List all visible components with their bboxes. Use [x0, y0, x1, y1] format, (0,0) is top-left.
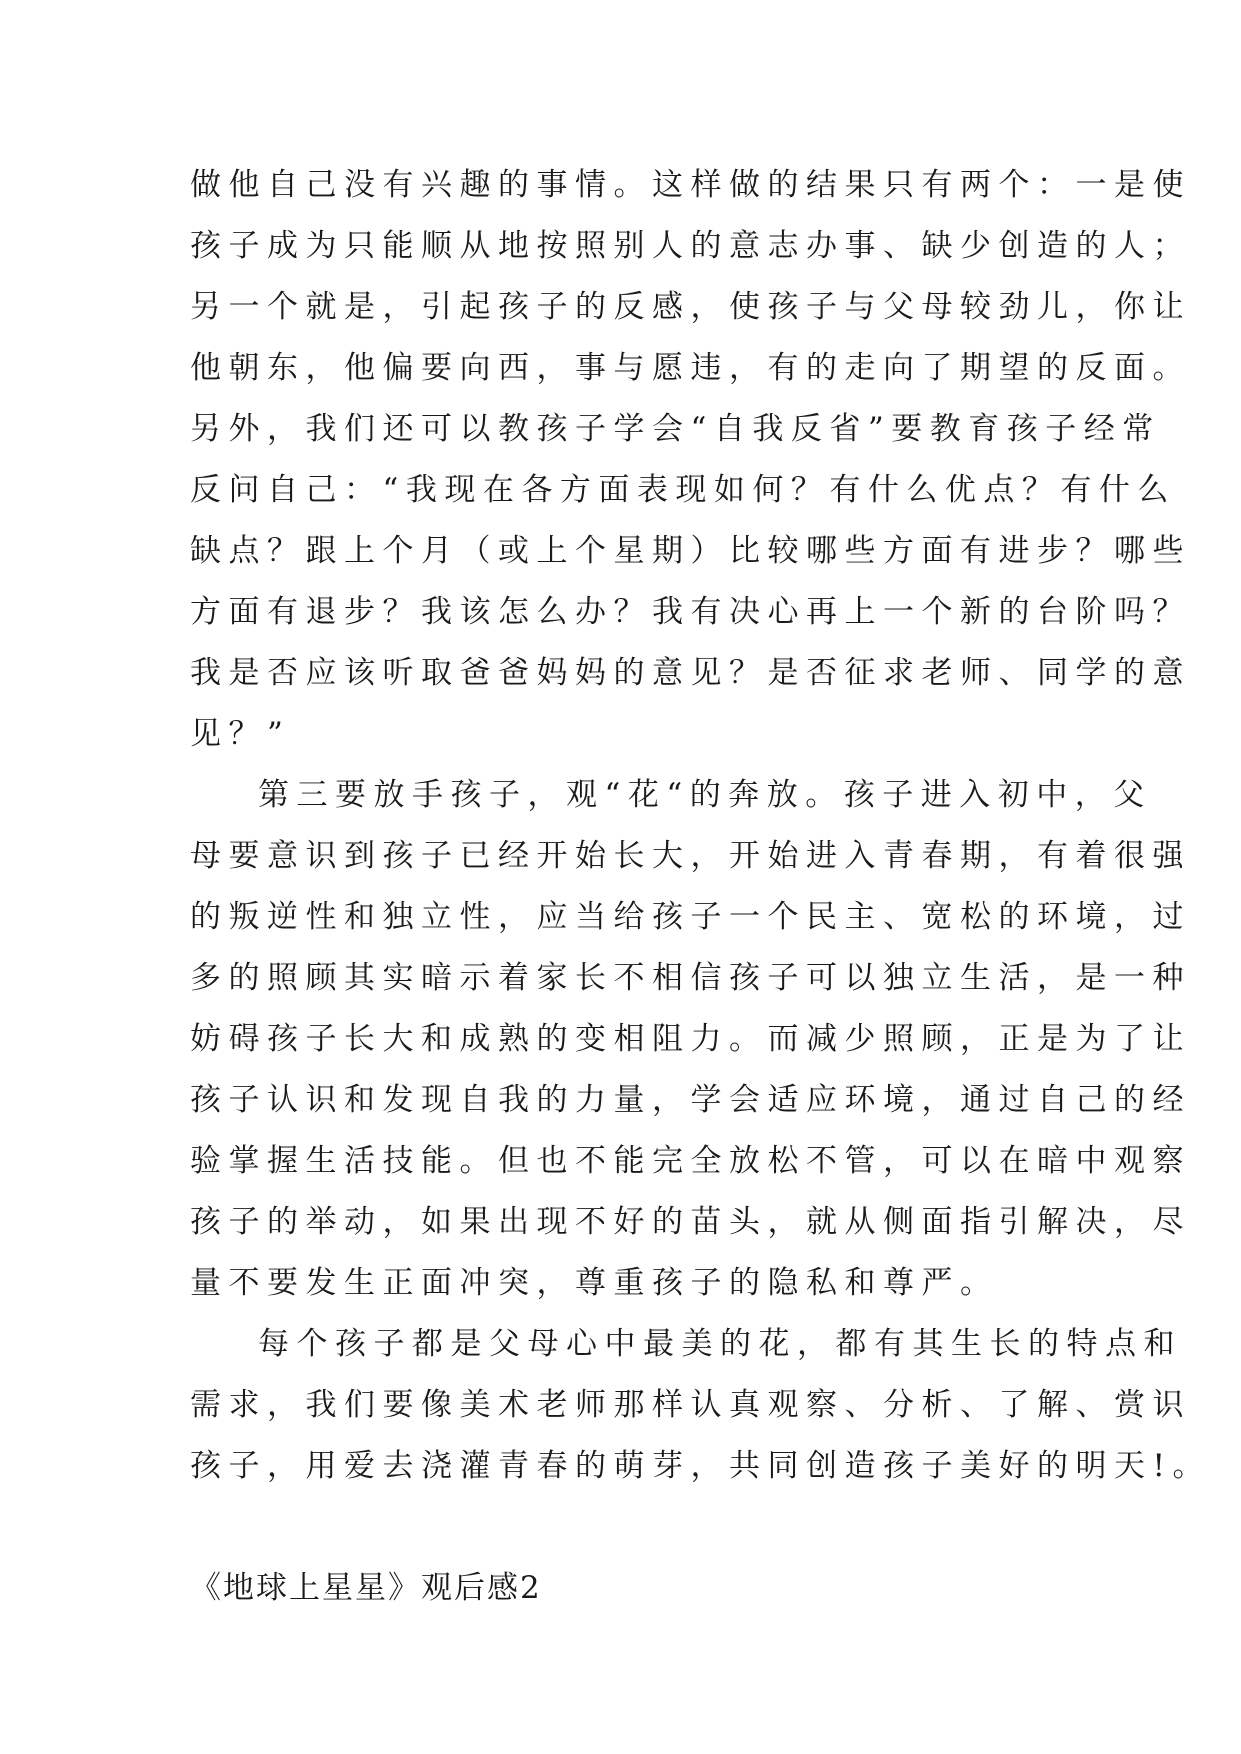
text-line: 另外，我们还可以教孩子学会“自我反省”要教育孩子经常	[190, 411, 1161, 447]
text-line: 量不要发生正面冲突，尊重孩子的隐私和尊严。	[190, 1265, 999, 1301]
text-line: 方面有退步？我该怎么办？我有决心再上一个新的台阶吗？	[190, 594, 1191, 630]
text-line: 第三要放手孩子，观“花“的奔放。孩子进入初中，父	[258, 777, 1152, 813]
text-line: 缺点？跟上个月（或上个星期）比较哪些方面有进步？哪些	[190, 533, 1191, 569]
document-page	[190, 155, 1211, 1619]
text-line: 他朝东，他偏要向西，事与愿违，有的走向了期望的反面。	[190, 350, 1191, 386]
paragraph-2	[190, 765, 1191, 1314]
text-line: 做他自己没有兴趣的事情。这样做的结果只有两个：一是使	[190, 167, 1191, 203]
text-line: 我是否应该听取爸爸妈妈的意见？是否征求老师、同学的意	[190, 655, 1191, 691]
text-line: 另一个就是，引起孩子的反感，使孩子与父母较劲儿，你让	[190, 289, 1191, 325]
text-line: 孩子成为只能顺从地按照别人的意志办事、缺少创造的人；	[190, 228, 1191, 264]
text-line: 孩子，用爱去浇灌青春的萌芽，共同创造孩子美好的明天!。	[190, 1448, 1211, 1484]
text-line: 孩子认识和发现自我的力量，学会适应环境，通过自己的经	[190, 1082, 1191, 1118]
text-line: 妨碍孩子长大和成熟的变相阻力。而减少照顾，正是为了让	[190, 1021, 1191, 1057]
text-line: 见？”	[190, 716, 291, 752]
text-line: 的叛逆性和独立性，应当给孩子一个民主、宽松的环境，过	[190, 899, 1191, 935]
text-line: 验掌握生活技能。但也不能完全放松不管，可以在暗中观察	[190, 1143, 1191, 1179]
text-line: 多的照顾其实暗示着家长不相信孩子可以独立生活，是一种	[190, 960, 1191, 996]
paragraph-1	[190, 155, 1191, 765]
text-line: 需求，我们要像美术老师那样认真观察、分析、了解、赏识	[190, 1387, 1191, 1423]
text-line: 母要意识到孩子已经开始长大，开始进入青春期，有着很强	[190, 838, 1191, 874]
text-line: 每个孩子都是父母心中最美的花，都有其生长的特点和	[258, 1326, 1182, 1362]
section-title: 《地球上星星》观后感2	[190, 1570, 542, 1606]
paragraph-3	[190, 1314, 1211, 1497]
text-line: 孩子的举动，如果出现不好的苗头，就从侧面指引解决，尽	[190, 1204, 1191, 1240]
text-line: 反问自己：“我现在各方面表现如何？有什么优点？有什么	[190, 472, 1176, 508]
